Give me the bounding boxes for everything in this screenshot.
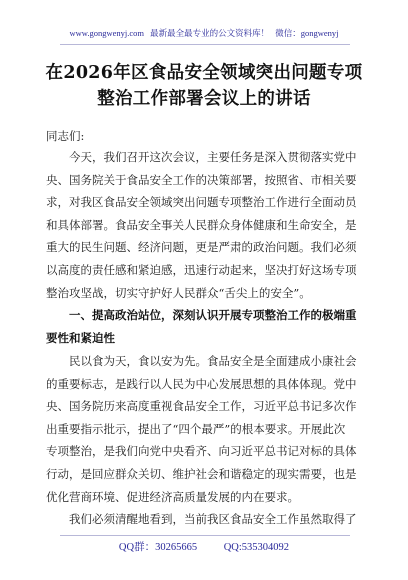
wechat-id: 微信：gongwenyj <box>275 28 339 38</box>
paragraph-line: 央、国务院关于食品安全工作的决策部署，按照省、市相关要 <box>46 172 357 187</box>
section-heading-1 <box>46 304 362 349</box>
paragraph-line: 求，对我区食品安全领域突出问题专项整治工作进行全面动员 <box>46 195 357 210</box>
site-header <box>0 24 408 42</box>
site-url[interactable]: www.gongwenyj.com <box>69 28 144 38</box>
paragraph-line: 专项整治，是我们向党中央看齐、向习近平总书记对标的具体 <box>46 444 357 459</box>
document-title <box>20 60 388 112</box>
qq-number: QQ:535304092 <box>223 542 290 553</box>
paragraph-line: 我们必须清醒地看到，当前我区食品安全工作虽然取得了 <box>69 512 357 526</box>
paragraph-1 <box>46 146 362 304</box>
site-slogan: 最新最全最专业的公文资料库！ <box>150 28 270 38</box>
paragraph-line: 重大的民生问题、经济问题，更是严肃的政治问题。我们必须 <box>46 240 357 255</box>
title-line-1: 在2026年区食品安全领域突出问题专项 <box>45 63 363 83</box>
paragraph-3 <box>46 508 362 531</box>
paragraph-line: 央、国务院历来高度重视食品安全工作，习近平总书记多次作 <box>46 399 357 414</box>
heading-line: 一、提高政治站位，深刻认识开展专项整治工作的极端重 <box>69 308 357 322</box>
paragraph-line: 行动，是回应群众关切、维护社会和谐稳定的现实需要，也是 <box>46 466 357 481</box>
paragraph-line: 民以食为天，食以安为先。食品安全是全面建成小康社会 <box>69 354 357 368</box>
paragraph-line: 和具体部署。食品安全事关人民群众身体健康和生命安全，是 <box>46 217 357 232</box>
heading-line: 要性和紧迫性 <box>46 330 115 345</box>
header-divider <box>60 44 350 45</box>
paragraph-line: 出重要指示批示，提出了“四个最严”的根本要求。开展此次 <box>46 421 346 436</box>
footer-divider <box>60 535 350 536</box>
site-footer <box>0 538 408 558</box>
paragraph-2 <box>46 350 362 508</box>
paragraph-line: 整治攻坚战，切实守护好人民群众“舌尖上的安全”。 <box>46 285 311 300</box>
paragraph-line: 以高度的责任感和紧迫感，迅速行动起来，坚决打好这场专项 <box>46 262 357 277</box>
salutation: 同志们: <box>46 129 85 143</box>
paragraph-line: 的重要标志，是践行以人民为中心发展思想的具体体现。党中 <box>46 376 357 391</box>
qq-group: QQ群：30265665 <box>118 542 198 553</box>
paragraph-line: 今天，我们召开这次会议，主要任务是深入贯彻落实党中 <box>69 150 357 164</box>
title-line-2: 整治工作部署会议上的讲话 <box>97 89 311 109</box>
paragraph-line: 优化营商环境、促进经济高质量发展的内在要求。 <box>46 489 299 504</box>
